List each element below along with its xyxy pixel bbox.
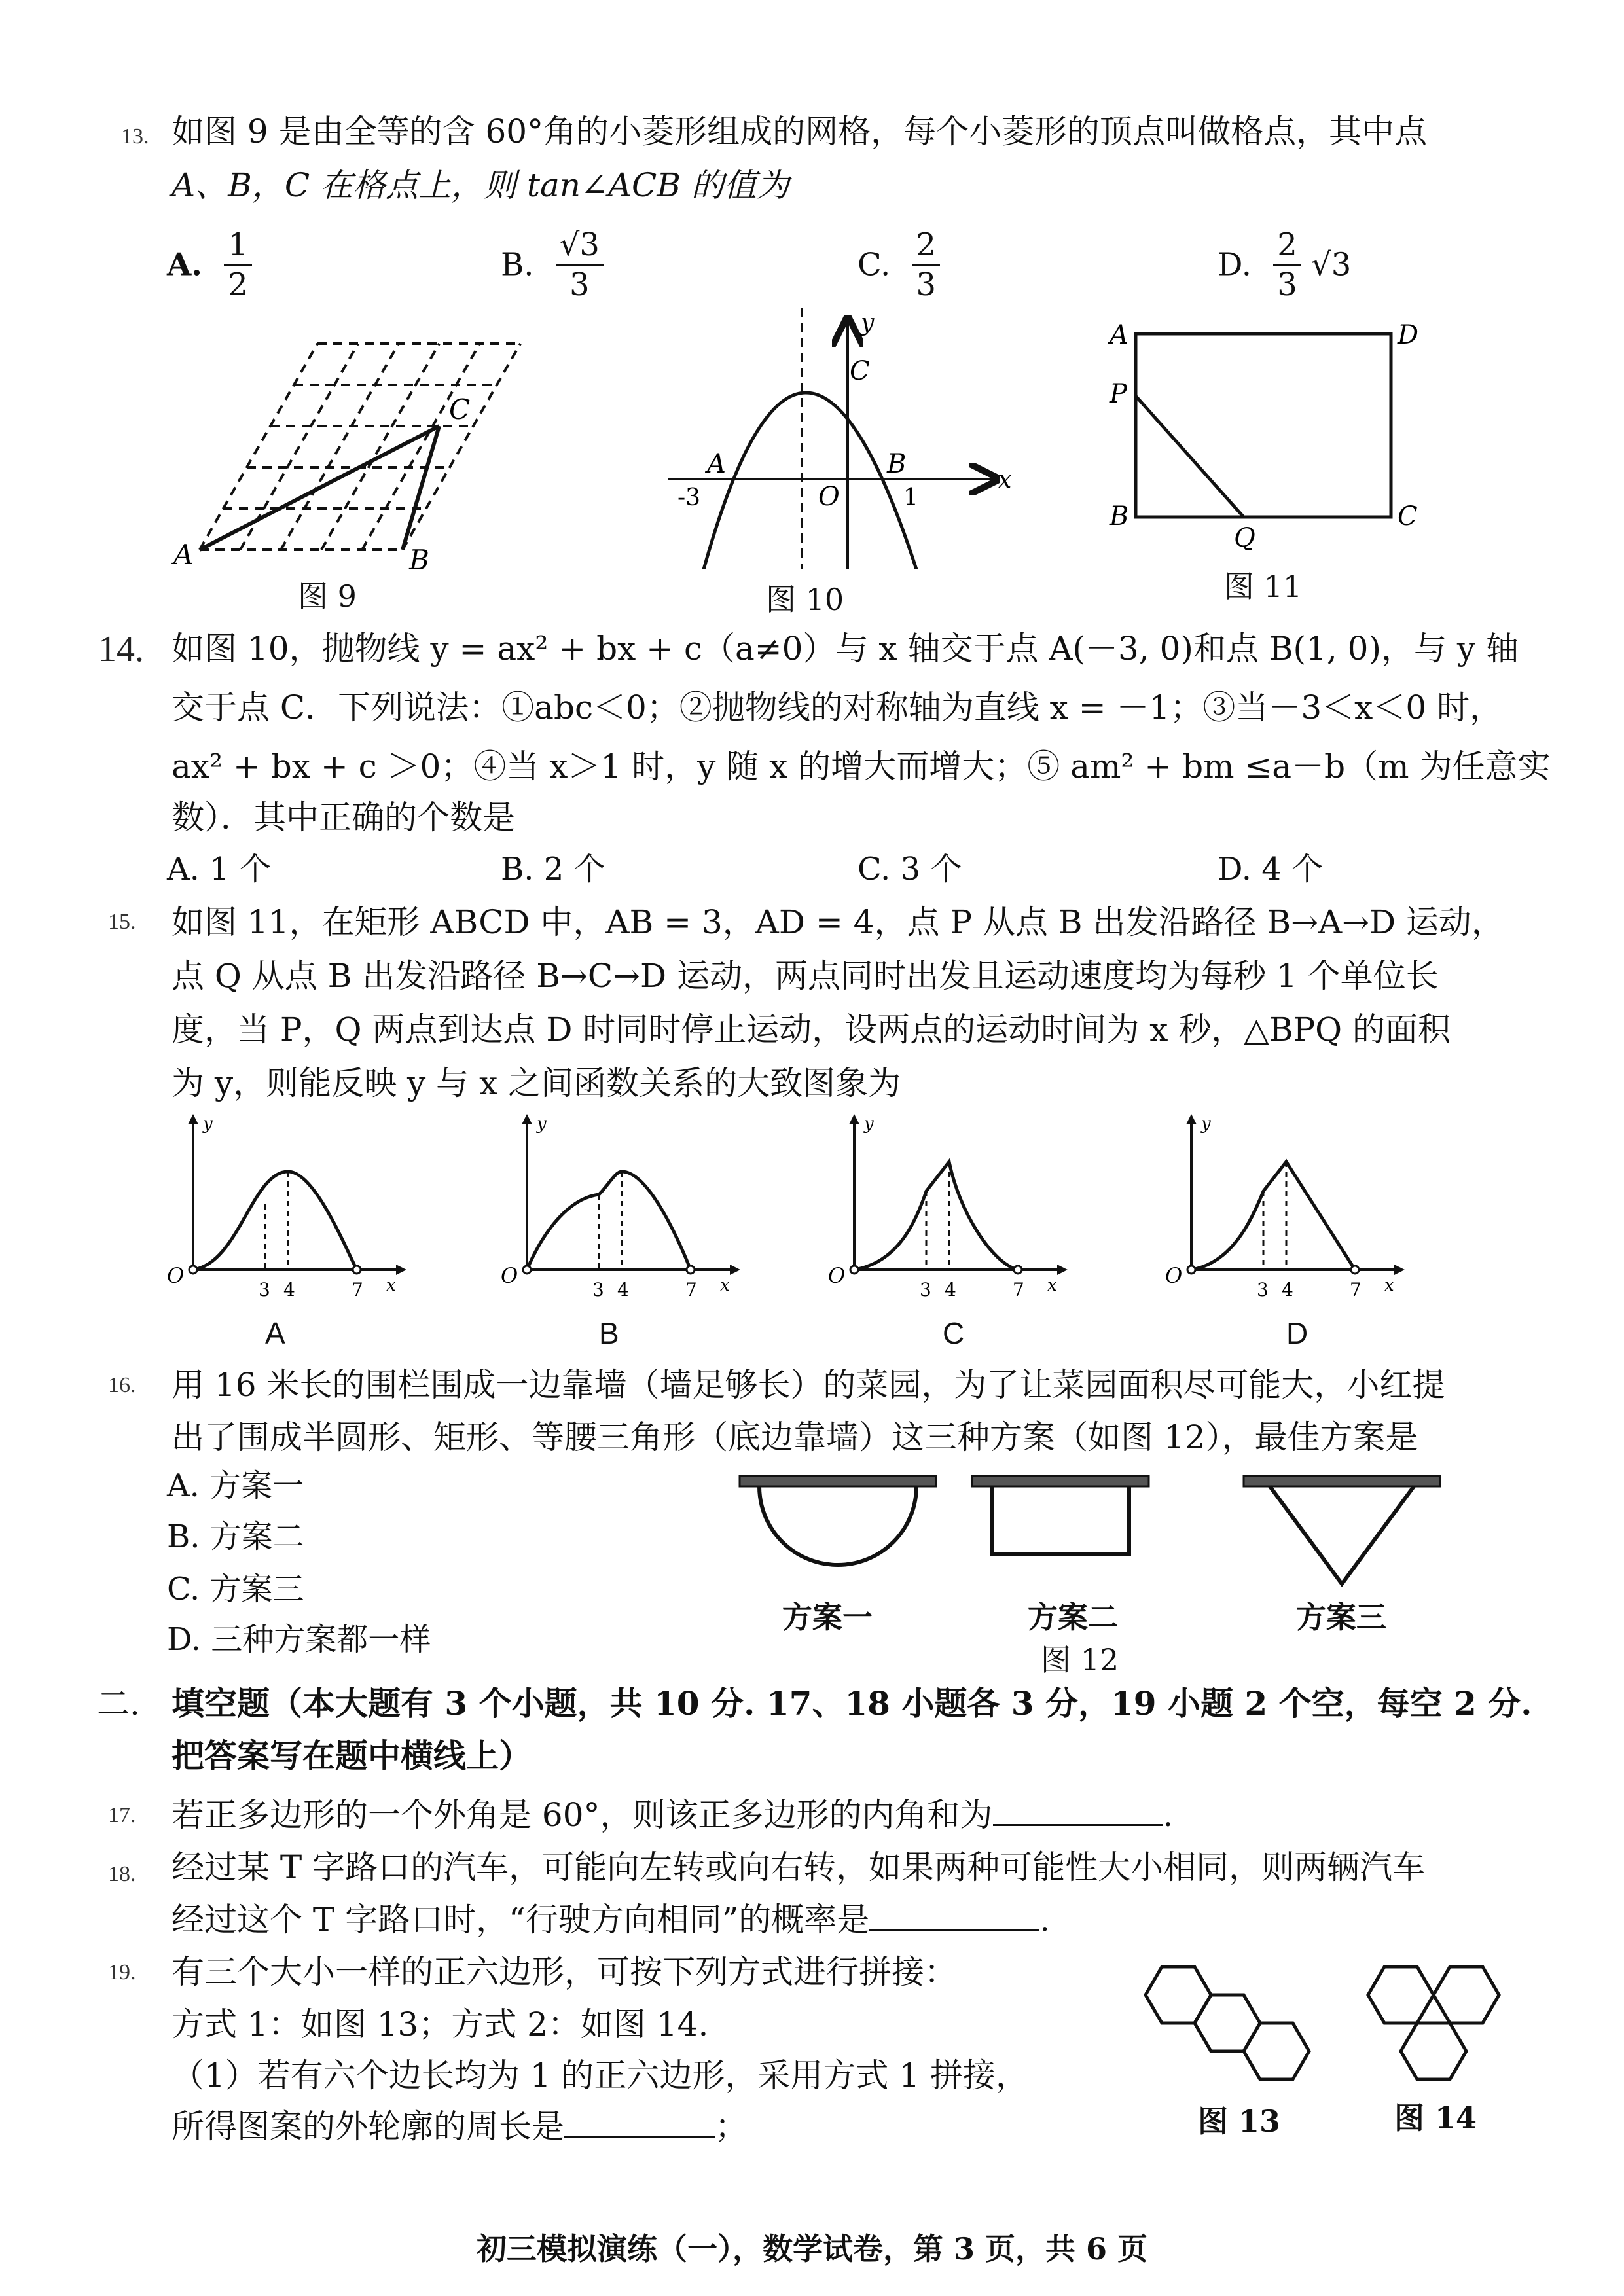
fig11-label-p: P bbox=[1110, 379, 1127, 409]
q16-option-c[interactable]: C. 方案三 bbox=[167, 1571, 304, 1607]
q16-line2: 出了围成半圆形、矩形、等腰三角形（底边靠墙）这三种方案（如图 12），最佳方案是 bbox=[171, 1418, 1418, 1456]
fig9-label-c: C bbox=[449, 393, 471, 425]
graph-a-tick4: 4 bbox=[283, 1279, 295, 1300]
q15-graph-d[interactable] bbox=[1165, 1113, 1414, 1309]
figure-14-hexagons bbox=[1362, 1957, 1519, 2094]
section2-line1: 填空题（本大题有 3 个小题，共 10 分. 17、18 小题各 3 分，19 小题 2 个空，每空 2 分. bbox=[171, 1684, 1532, 1723]
q13-option-a[interactable] bbox=[167, 226, 252, 304]
q15-line3: 度，当 P，Q 两点到达点 D 时同时停止运动，设两点的运动时间为 x 秒，△BPQ 的面积 bbox=[171, 1011, 1451, 1049]
figure-10-caption: 图 10 bbox=[766, 582, 844, 617]
q15-graph-c[interactable] bbox=[828, 1113, 1077, 1309]
graph-d-origin: O bbox=[1165, 1263, 1183, 1288]
q14-number: 14. bbox=[98, 629, 144, 670]
q13-d-numerator: 2 bbox=[1273, 226, 1301, 266]
q17-text: 若正多边形的一个外角是 60°，则该正多边形的内角和为 bbox=[171, 1796, 993, 1834]
q18-text: 经过这个 T 字路口时，“行驶方向相同”的概率是 bbox=[171, 1901, 870, 1939]
q17-end: . bbox=[1163, 1796, 1174, 1834]
q13-option-b[interactable] bbox=[501, 226, 604, 304]
fig10-tick-1: 1 bbox=[903, 484, 918, 511]
q13-option-a-label: A. bbox=[167, 246, 202, 283]
q16-number: 16. bbox=[108, 1373, 136, 1397]
q13-option-d[interactable] bbox=[1218, 226, 1351, 304]
q18-answer-blank[interactable] bbox=[869, 1903, 1039, 1931]
q15-number: 15. bbox=[108, 910, 136, 934]
q17-line bbox=[171, 1795, 1173, 1835]
plan3-label: 方案三 bbox=[1296, 1600, 1386, 1635]
q14-option-a[interactable]: A. 1 个 bbox=[167, 851, 271, 888]
q19-text: 所得图案的外轮廓的周长是 bbox=[171, 2108, 564, 2145]
q15-graph-c-label: C bbox=[943, 1316, 965, 1350]
page-footer: 初三模拟演练（一），数学试卷，第 3 页，共 6 页 bbox=[476, 2231, 1148, 2267]
figure-11-rectangle bbox=[1100, 314, 1440, 550]
graph-b-tick7: 7 bbox=[685, 1279, 697, 1300]
graph-a-tick7: 7 bbox=[352, 1279, 363, 1300]
q14-line4: 数）．其中正确的个数是 bbox=[171, 798, 515, 836]
q14-line3: ax² + bx + c ＞0；④当 x＞1 时，y 随 x 的增大而增大；⑤ am² + bm ≤a－b（m 为任意实 bbox=[171, 747, 1551, 785]
graph-b-x: x bbox=[720, 1276, 730, 1295]
figure-9-caption: 图 9 bbox=[298, 579, 357, 614]
figure-13-caption: 图 13 bbox=[1198, 2104, 1281, 2139]
fig11-label-c: C bbox=[1398, 501, 1418, 531]
q13-line1: 如图 9 是由全等的含 60°角的小菱形组成的网格，每个小菱形的顶点叫做格点，其中点 bbox=[171, 113, 1428, 151]
q19-line2: 方式 1：如图 13；方式 2：如图 14. bbox=[171, 2005, 709, 2043]
q16-option-a[interactable]: A. 方案一 bbox=[167, 1467, 304, 1504]
q13-option-c[interactable] bbox=[857, 226, 940, 304]
q13-option-c-label: C. bbox=[857, 246, 891, 283]
q19-number: 19. bbox=[108, 1960, 136, 1984]
q18-number: 18. bbox=[108, 1862, 136, 1886]
graph-c-x: x bbox=[1047, 1276, 1057, 1295]
fig10-label-c: C bbox=[850, 356, 870, 386]
graph-b-tick4: 4 bbox=[617, 1279, 629, 1300]
fig11-label-a: A bbox=[1110, 320, 1128, 350]
graph-a-tick3: 3 bbox=[259, 1279, 270, 1300]
q13-d-denominator: 3 bbox=[1277, 266, 1297, 303]
graph-a-origin: O bbox=[167, 1263, 185, 1288]
q18-line1: 经过某 T 字路口的汽车，可能向左转或向右转，如果两种可能性大小相同，则两辆汽车 bbox=[171, 1848, 1426, 1886]
q19-answer-blank[interactable] bbox=[564, 2109, 715, 2138]
q16-line1: 用 16 米长的围栏围成一边靠墙（墙足够长）的菜园，为了让菜园面积尽可能大，小红提 bbox=[171, 1366, 1445, 1404]
q13-b-numerator: √3 bbox=[556, 226, 604, 266]
graph-a-y: y bbox=[203, 1114, 213, 1134]
figure-14-caption: 图 14 bbox=[1394, 2100, 1477, 2136]
graph-d-tick3: 3 bbox=[1257, 1279, 1269, 1300]
graph-b-y: y bbox=[537, 1114, 547, 1134]
q14-option-d[interactable]: D. 4 个 bbox=[1218, 851, 1324, 888]
q13-c-denominator: 3 bbox=[916, 266, 937, 303]
fig10-tick-minus3: -3 bbox=[677, 484, 701, 511]
graph-c-tick7: 7 bbox=[1013, 1279, 1024, 1300]
figure-13-hexagons bbox=[1139, 1957, 1348, 2094]
q18-line2 bbox=[171, 1899, 1050, 1940]
graph-d-tick4: 4 bbox=[1282, 1279, 1293, 1300]
graph-a-x: x bbox=[386, 1276, 396, 1295]
q15-graph-a-label: A bbox=[265, 1316, 285, 1350]
figure-12-caption: 图 12 bbox=[1041, 1642, 1119, 1677]
q18-end: . bbox=[1039, 1901, 1051, 1939]
q13-option-d-label: D. bbox=[1218, 246, 1252, 283]
graph-c-tick4: 4 bbox=[945, 1279, 956, 1300]
q13-a-numerator: 1 bbox=[224, 226, 252, 266]
fig11-label-d: D bbox=[1398, 320, 1419, 350]
q15-line4: 为 y，则能反映 y 与 x 之间函数关系的大致图象为 bbox=[171, 1064, 901, 1102]
fig11-label-q: Q bbox=[1234, 523, 1255, 550]
q19-end: ； bbox=[715, 2108, 748, 2145]
q16-option-d[interactable]: D. 三种方案都一样 bbox=[167, 1621, 431, 1658]
graph-c-tick3: 3 bbox=[920, 1279, 931, 1300]
figure-9-grid bbox=[157, 327, 563, 569]
figure-11-caption: 图 11 bbox=[1224, 569, 1303, 604]
graph-d-y: y bbox=[1201, 1114, 1211, 1134]
q15-graph-a[interactable] bbox=[167, 1113, 416, 1309]
section2-line2: 把答案写在题中横线上） bbox=[171, 1736, 532, 1775]
graph-d-tick7: 7 bbox=[1350, 1279, 1362, 1300]
fig10-label-x: x bbox=[998, 467, 1012, 493]
q13-d-tail: √3 bbox=[1311, 246, 1352, 283]
plan2-label: 方案二 bbox=[1028, 1600, 1118, 1635]
fig10-label-y: y bbox=[861, 310, 875, 336]
fig10-label-b: B bbox=[887, 449, 907, 479]
fig11-label-b: B bbox=[1110, 501, 1129, 531]
q19-line4 bbox=[171, 2106, 748, 2147]
q19-line1: 有三个大小一样的正六边形，可按下列方式进行拼接： bbox=[171, 1953, 957, 1991]
graph-c-y: y bbox=[864, 1114, 874, 1134]
graph-c-origin: O bbox=[828, 1263, 846, 1288]
graph-b-tick3: 3 bbox=[592, 1279, 604, 1300]
q16-option-b[interactable]: B. 方案二 bbox=[167, 1518, 304, 1555]
fig9-label-b: B bbox=[409, 544, 429, 569]
graph-b-origin: O bbox=[501, 1263, 518, 1288]
plan1-label: 方案一 bbox=[782, 1600, 873, 1635]
q15-line1: 如图 11，在矩形 ABCD 中，AB = 3，AD = 4，点 P 从点 B 出发沿路径 B→A→D 运动， bbox=[171, 903, 1504, 941]
section2-number: 二. bbox=[97, 1685, 140, 1723]
q17-answer-blank[interactable] bbox=[993, 1798, 1163, 1826]
q13-a-denominator: 2 bbox=[228, 266, 248, 303]
q13-number: 13. bbox=[121, 124, 149, 149]
q14-line1: 如图 10，抛物线 y = ax² + bx + c（a≠0）与 x 轴交于点 A(－3, 0)和点 B(1, 0)，与 y 轴 bbox=[171, 630, 1519, 668]
q14-option-c[interactable]: C. 3 个 bbox=[857, 851, 962, 888]
q14-line2: 交于点 C．下列说法：①abc＜0；②抛物线的对称轴为直线 x = －1；③当－3＜x＜0 时， bbox=[171, 689, 1503, 726]
graph-d-x: x bbox=[1384, 1276, 1394, 1295]
fig9-label-a: A bbox=[173, 539, 194, 569]
q13-line2: A、B，C 在格点上，则 tan∠ACB 的值为 bbox=[171, 166, 789, 204]
q15-graph-d-label: D bbox=[1286, 1316, 1308, 1350]
q19-line3: （1）若有六个边长均为 1 的正六边形，采用方式 1 拼接， bbox=[171, 2056, 1029, 2094]
q17-number: 17. bbox=[108, 1803, 136, 1827]
fig10-label-o: O bbox=[818, 482, 840, 512]
q13-option-b-label: B. bbox=[501, 246, 534, 283]
fig10-label-a: A bbox=[707, 449, 726, 479]
q15-graph-b-label: B bbox=[599, 1316, 619, 1350]
figure-10-parabola bbox=[655, 301, 1021, 569]
q13-c-numerator: 2 bbox=[912, 226, 941, 266]
q14-option-b[interactable]: B. 2 个 bbox=[501, 851, 605, 888]
q15-graph-b[interactable] bbox=[501, 1113, 749, 1309]
q15-line2: 点 Q 从点 B 出发沿路径 B→C→D 运动，两点同时出发且运动速度均为每秒 1 个单位长 bbox=[171, 957, 1439, 995]
q13-b-denominator: 3 bbox=[569, 266, 590, 303]
